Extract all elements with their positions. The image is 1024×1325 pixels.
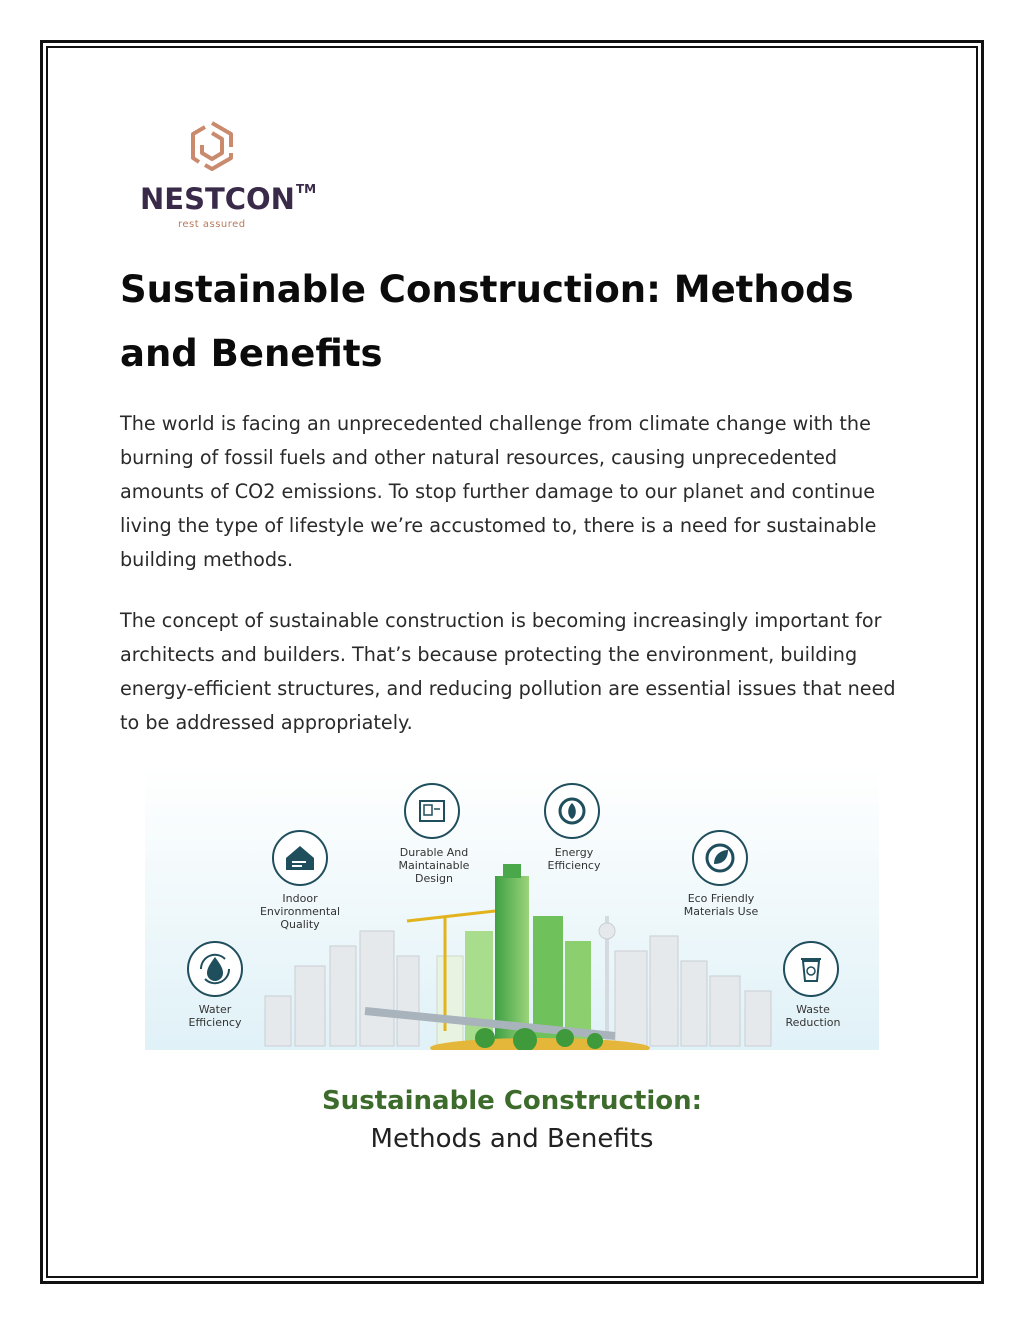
feature-label-eco-friendly-materials: Eco Friendly Materials Use — [683, 892, 759, 918]
trademark-symbol: TM — [295, 182, 317, 196]
feature-label-indoor-environmental-quality: Indoor Environmental Quality — [259, 892, 341, 931]
sustainable-construction-infographic — [145, 766, 879, 1066]
feature-label-durable-design: Durable And Maintainable Design — [398, 846, 470, 885]
infographic-caption-subtitle: Methods and Benefits — [370, 1124, 654, 1154]
recycle-bin-icon — [783, 941, 839, 997]
article-title: Sustainable Construction: Methods and Benefits — [120, 268, 854, 375]
intro-paragraph: The world is facing an unprecedented challenge from climate change with the burning of fossil fuels and other natural resources, causing unprecedented amounts of CO2 emissions. To stop further damage to our planet and continue living the type of lifestyle we’re accustomed to, there is a need for sustainable building methods. — [120, 412, 877, 571]
hexagon-logo-icon — [187, 120, 237, 172]
nestcon-logo — [140, 120, 317, 235]
logo-tagline: rest assured — [178, 219, 246, 230]
feature-label-water-efficiency: Water Efficiency — [188, 1003, 242, 1029]
leaf-plug-icon — [544, 783, 600, 839]
recycle-leaf-icon — [692, 830, 748, 886]
infographic-caption-title: Sustainable Construction: — [321, 1086, 703, 1116]
feature-label-waste-reduction: Waste Reduction — [785, 1003, 841, 1029]
feature-label-energy-efficiency: Energy Efficiency — [547, 846, 601, 872]
concept-paragraph: The concept of sustainable construction is becoming increasingly important for architects and builders. That’s because protecting the environment, building energy-efficient structures, and reducing pollution are essential issues that need to be addressed appropriately. — [120, 609, 896, 734]
logo-wordmark: NESTCON™ — [140, 182, 317, 216]
blueprint-icon — [404, 783, 460, 839]
water-cycle-icon — [187, 941, 243, 997]
house-air-icon — [272, 830, 328, 886]
